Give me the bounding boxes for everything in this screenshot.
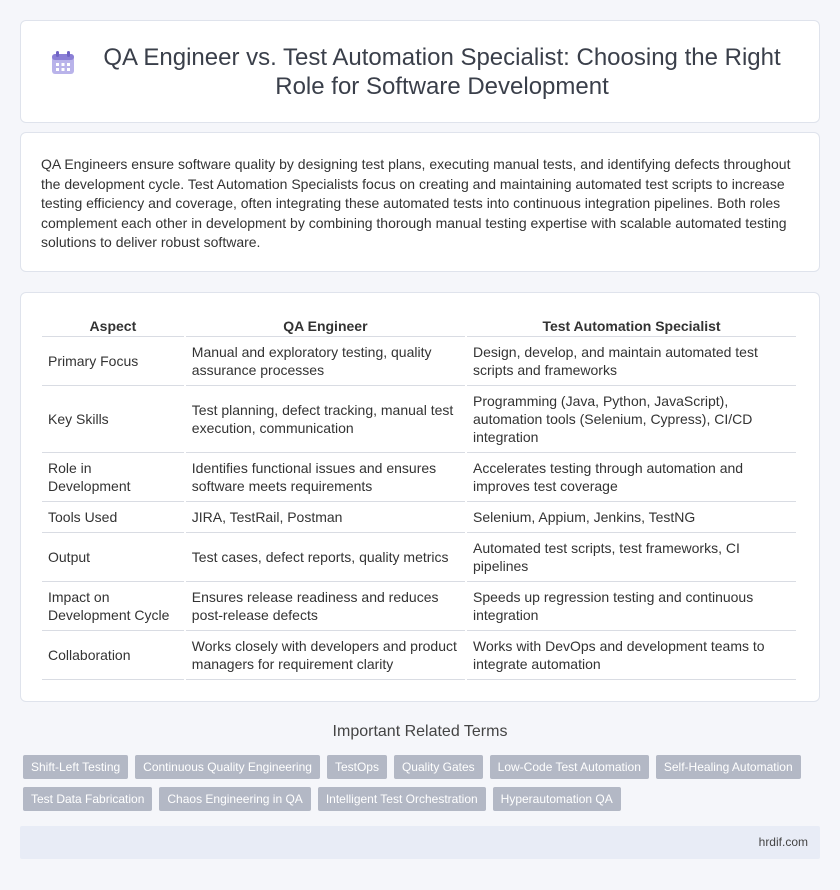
- related-terms-tags: [23, 755, 823, 819]
- cell-qa-engineer: Test cases, defect reports, quality metrics: [186, 533, 465, 582]
- cell-aspect: Output: [42, 533, 184, 582]
- table-row: [42, 386, 796, 453]
- cell-qa-engineer: Works closely with developers and product managers for requirement clarity: [186, 631, 465, 680]
- tag-low-code-test-automation[interactable]: Low-Code Test Automation: [490, 755, 649, 779]
- intro-paragraph: QA Engineers ensure software quality by designing test plans, executing manual tests, and identifying defects throughout the development cycle. Test Automation Specialists focus on creating and maintaining automated test scripts to increase testing efficiency and coverage, often integrating these automated tests into continuous integration pipelines. Both roles complement each other in development by combining thorough manual testing expertise with scalable automated testing solutions to deliver robust software.: [41, 156, 791, 251]
- cell-aspect: Impact on Development Cycle: [42, 582, 184, 631]
- table-header-row: [42, 314, 796, 337]
- cell-automation-specialist: Accelerates testing through automation and improves test coverage: [467, 453, 796, 502]
- cell-qa-engineer: Identifies functional issues and ensures software meets requirements: [186, 453, 465, 502]
- header-qa-engineer: QA Engineer: [186, 314, 465, 337]
- related-terms-heading: Important Related Terms: [332, 723, 508, 740]
- footer: [20, 826, 820, 859]
- cell-automation-specialist: Programming (Java, Python, JavaScript), automation tools (Selenium, Cypress), CI/CD integration: [467, 386, 796, 453]
- cell-qa-engineer: Test planning, defect tracking, manual test execution, communication: [186, 386, 465, 453]
- cell-automation-specialist: Automated test scripts, test frameworks, CI pipelines: [467, 533, 796, 582]
- tag-self-healing-automation[interactable]: Self-Healing Automation: [656, 755, 801, 779]
- title-wrap: [50, 43, 790, 101]
- header-test-automation-specialist: Test Automation Specialist: [467, 314, 796, 337]
- cell-qa-engineer: JIRA, TestRail, Postman: [186, 502, 465, 533]
- cell-qa-engineer: Ensures release readiness and reduces post-release defects: [186, 582, 465, 631]
- tag-row: [23, 755, 823, 779]
- cell-aspect: Role in Development: [42, 453, 184, 502]
- table-row: [42, 631, 796, 680]
- cell-automation-specialist: Works with DevOps and development teams to integrate automation: [467, 631, 796, 680]
- tag-chaos-engineering-in-qa[interactable]: Chaos Engineering in QA: [159, 787, 310, 811]
- table-row: [42, 582, 796, 631]
- comparison-card: [20, 292, 820, 702]
- cell-qa-engineer: Manual and exploratory testing, quality assurance processes: [186, 337, 465, 386]
- cell-aspect: Primary Focus: [42, 337, 184, 386]
- tag-continuous-quality-engineering[interactable]: Continuous Quality Engineering: [135, 755, 320, 779]
- tag-test-data-fabrication[interactable]: Test Data Fabrication: [23, 787, 152, 811]
- table-row: [42, 533, 796, 582]
- title-card: [20, 20, 820, 123]
- cell-automation-specialist: Design, develop, and maintain automated test scripts and frameworks: [467, 337, 796, 386]
- tag-testops[interactable]: TestOps: [327, 755, 387, 779]
- cell-aspect: Key Skills: [42, 386, 184, 453]
- cell-aspect: Tools Used: [42, 502, 184, 533]
- table-row: [42, 453, 796, 502]
- cell-aspect: Collaboration: [42, 631, 184, 680]
- calendar-icon: [50, 50, 76, 76]
- tag-hyperautomation-qa[interactable]: Hyperautomation QA: [493, 787, 621, 811]
- tag-intelligent-test-orchestration[interactable]: Intelligent Test Orchestration: [318, 787, 486, 811]
- comparison-table: [40, 314, 798, 680]
- intro-card: [20, 132, 820, 272]
- cell-automation-specialist: Speeds up regression testing and continuous integration: [467, 582, 796, 631]
- tag-shift-left-testing[interactable]: Shift-Left Testing: [23, 755, 128, 779]
- cell-automation-specialist: Selenium, Appium, Jenkins, TestNG: [467, 502, 796, 533]
- header-aspect: Aspect: [42, 314, 184, 337]
- table-row: [42, 337, 796, 386]
- table-row: [42, 502, 796, 533]
- tag-row: [23, 787, 823, 811]
- page-title: QA Engineer vs. Test Automation Specialist: Choosing the Right Role for Software Development: [103, 43, 781, 100]
- footer-site-link[interactable]: hrdif.com: [758, 835, 808, 849]
- tag-quality-gates[interactable]: Quality Gates: [394, 755, 483, 779]
